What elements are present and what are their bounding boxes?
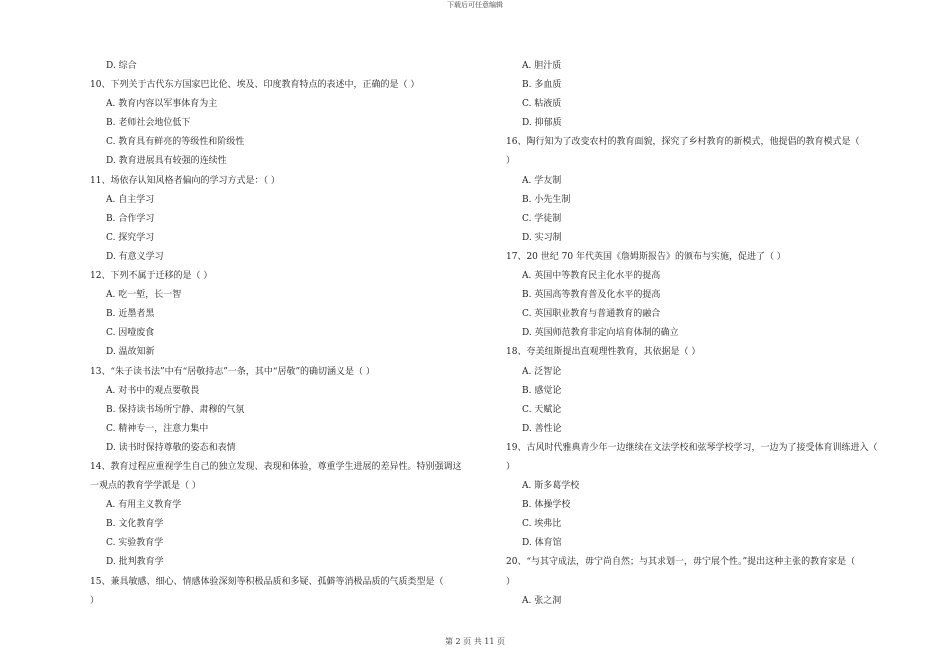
question-text: 17、20 世纪 70 年代英国《詹姆斯报告》的颁布与实施，促进了（ ） bbox=[506, 251, 786, 262]
answer-option: A. 泛智论 bbox=[522, 366, 562, 377]
question-continuation: ） bbox=[506, 576, 516, 587]
question-text: 19、古风时代雅典青少年一边继续在文法学校和弦琴学校学习，一边为了接受体育训练进入（ bbox=[506, 442, 878, 453]
answer-option: C. 粘液质 bbox=[522, 99, 562, 110]
page-header: 下载后可任意编辑 bbox=[447, 1, 503, 9]
answer-option: D. 批判教育学 bbox=[106, 557, 164, 568]
answer-option: B. 文化教育学 bbox=[106, 519, 164, 530]
question-text: 12、下列不属于迁移的是（ ） bbox=[90, 271, 213, 282]
answer-option: A. 教育内容以军事体育为主 bbox=[106, 99, 218, 110]
answer-option: B. 多血质 bbox=[522, 80, 562, 91]
question-continuation: ） bbox=[506, 156, 516, 167]
answer-option: D. 英国师范教育非定向培育体制的确立 bbox=[522, 328, 679, 339]
answer-option: B. 体操学校 bbox=[522, 500, 571, 511]
answer-option: A. 对书中的观点要敬畏 bbox=[106, 385, 200, 396]
question-text: 11、场依存认知风格者偏向的学习方式是：（ ） bbox=[90, 175, 280, 186]
page-footer: 第 2 页 共 11 页 bbox=[445, 637, 505, 646]
answer-option: D. 抑郁质 bbox=[522, 118, 562, 129]
answer-option: B. 老师社会地位低下 bbox=[106, 118, 191, 129]
answer-option: A. 英国中等教育民主化水平的提高 bbox=[522, 271, 661, 282]
answer-option: B. 近墨者黑 bbox=[106, 309, 155, 320]
answer-option: C. 教育具有鲜亮的等级性和阶级性 bbox=[106, 137, 245, 148]
answer-option: B. 感觉论 bbox=[522, 385, 562, 396]
answer-option: C. 实验教育学 bbox=[106, 538, 164, 549]
question-text: 16、陶行知为了改变农村的教育面貌，探究了乡村教育的新模式，他提倡的教育模式是（ bbox=[506, 137, 860, 148]
answer-option: D. 读书时保持尊敬的姿态和表情 bbox=[106, 442, 236, 453]
answer-option: B. 保持读书场所宁静、肃穆的气氛 bbox=[106, 404, 245, 415]
answer-option: D. 善性论 bbox=[522, 423, 562, 434]
answer-option: D. 有意义学习 bbox=[106, 251, 164, 262]
answer-option: C. 天赋论 bbox=[522, 404, 562, 415]
answer-option: A. 张之洞 bbox=[522, 595, 562, 606]
answer-option: A. 胆汁质 bbox=[522, 61, 562, 71]
question-text: 10、下列关于古代东方国家巴比伦、埃及、印度教育特点的表述中，正确的是（ ） bbox=[90, 80, 420, 91]
answer-option: D. 综合 bbox=[106, 61, 137, 71]
question-text: 20、“与其守成法，毋宁尚自然；与其求划一，毋宁展个性。”提出这种主张的教育家是（ bbox=[506, 557, 856, 568]
question-text: 14、教育过程应重视学生自己的独立发现、表现和体验，尊重学生进展的差异性。特别强调这 bbox=[90, 461, 462, 472]
answer-option: B. 合作学习 bbox=[106, 213, 155, 224]
question-continuation: 一观点的教育学学派是（ ） bbox=[90, 481, 201, 492]
answer-option: D. 温故知新 bbox=[106, 347, 155, 358]
answer-option: B. 小先生制 bbox=[522, 194, 571, 205]
question-text: 13、“朱子读书法”中有“居敬持志”一条，其中“居敬”的确切涵义是（ ） bbox=[90, 366, 375, 377]
answer-option: A. 斯多葛学校 bbox=[522, 481, 580, 492]
answer-option: B. 英国高等教育普及化水平的提高 bbox=[522, 290, 661, 301]
answer-option: C. 埃弗比 bbox=[522, 519, 562, 530]
answer-option: C. 学徒制 bbox=[522, 213, 562, 224]
answer-option: A. 吃一堑，长一智 bbox=[106, 290, 182, 301]
question-text: 18、夸美纽斯提出直观理性教育，其依据是（ ） bbox=[506, 347, 701, 358]
answer-option: C. 因噎废食 bbox=[106, 328, 155, 339]
right-column bbox=[506, 57, 914, 611]
question-text: 15、兼具敏感、细心、情感体验深刻等积极品质和多疑、孤僻等消极品质的气质类型是（ bbox=[90, 576, 444, 587]
answer-option: C. 精神专一，注意力集中 bbox=[106, 423, 209, 434]
question-continuation: ） bbox=[506, 461, 516, 472]
answer-option: A. 有用主义教育学 bbox=[106, 500, 182, 511]
answer-option: A. 自主学习 bbox=[106, 194, 155, 205]
answer-option: C. 探究学习 bbox=[106, 232, 155, 243]
answer-option: D. 教育进展具有较强的连续性 bbox=[106, 156, 227, 167]
left-column bbox=[90, 57, 490, 611]
question-continuation: ） bbox=[90, 595, 100, 606]
answer-option: A. 学友制 bbox=[522, 175, 562, 186]
answer-option: C. 英国职业教育与普通教育的融合 bbox=[522, 309, 661, 320]
answer-option: D. 体育馆 bbox=[522, 538, 562, 549]
answer-option: D. 实习制 bbox=[522, 232, 562, 243]
